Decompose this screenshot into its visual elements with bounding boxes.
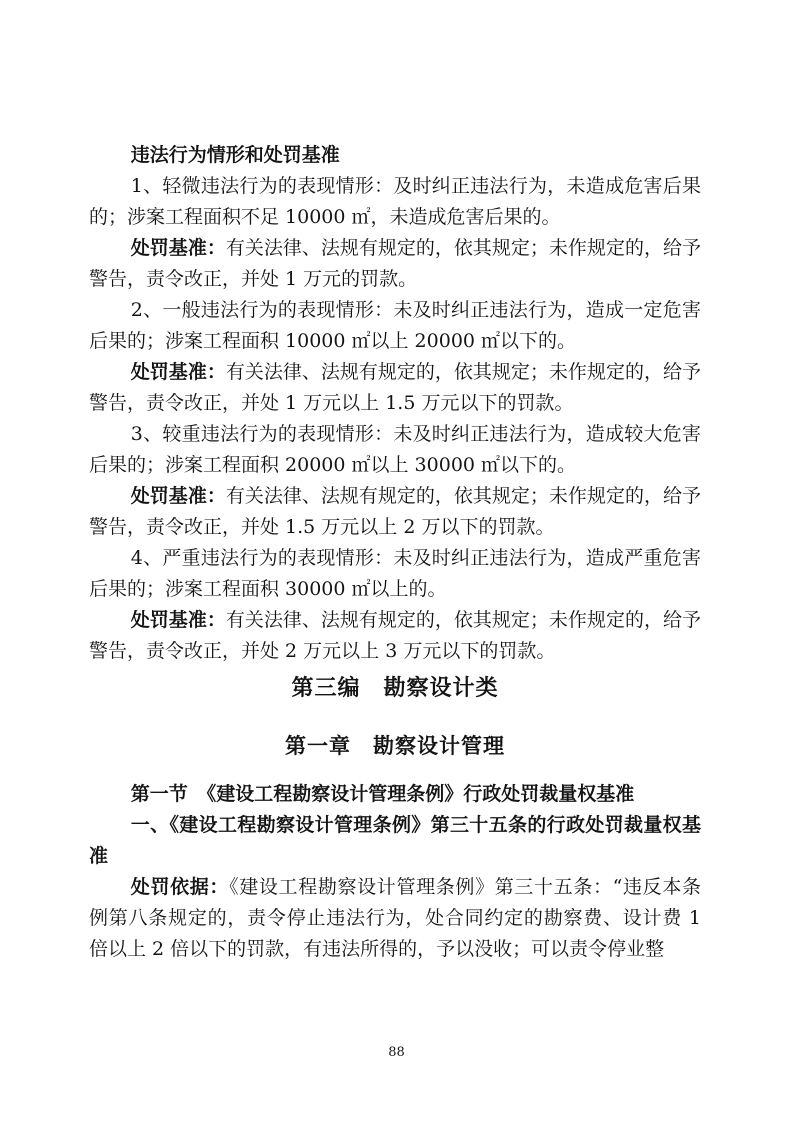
violation-block xyxy=(89,171,701,295)
violation-situation: 4、严重违法行为的表现情形：未及时纠正违法行为，造成严重危害后果的；涉案工程面积 30000 ㎡以上的。 xyxy=(89,547,701,600)
chapter-heading: 第一章 勘察设计管理 xyxy=(285,734,505,758)
penalty-text: 有关法律、法规有规定的，依其规定；未作规定的，给予警告，责令改正，并处 1 万元以上 1.5 万元以下的罚款。 xyxy=(89,361,701,414)
basis-label: 处罚依据： xyxy=(130,876,230,898)
violation-situation: 2、一般违法行为的表现情形：未及时纠正违法行为，造成一定危害后果的；涉案工程面积 10000 ㎡以上 20000 ㎡以下的。 xyxy=(89,299,701,352)
penalty-label: 处罚基准： xyxy=(130,361,226,383)
violation-block xyxy=(89,543,701,667)
penalty-label: 处罚基准： xyxy=(130,485,226,507)
violation-block xyxy=(89,419,701,543)
basis-paragraph xyxy=(89,872,701,965)
violation-penalty xyxy=(89,605,701,667)
violation-penalty xyxy=(89,481,701,543)
violation-situation: 3、较重违法行为的表现情形：未及时纠正违法行为，造成较大危害后果的；涉案工程面积 20000 ㎡以上 30000 ㎡以下的。 xyxy=(89,423,701,476)
penalty-label: 处罚基准： xyxy=(130,237,226,259)
penalty-label: 处罚基准： xyxy=(130,609,226,631)
penalty-text: 有关法律、法规有规定的，依其规定；未作规定的，给予警告，责令改正，并处 1 万元的罚款。 xyxy=(89,237,701,290)
page-number: 88 xyxy=(388,1045,405,1060)
violation-situation: 1、轻微违法行为的表现情形：及时纠正违法行为，未造成危害后果的；涉案工程面积不足 10000 ㎡，未造成危害后果的。 xyxy=(89,175,701,228)
violation-block xyxy=(89,295,701,419)
part-heading: 第三编 勘察设计类 xyxy=(291,676,499,701)
penalty-text: 有关法律、法规有规定的，依其规定；未作规定的，给予警告，责令改正，并处 2 万元以上 3 万元以下的罚款。 xyxy=(89,609,701,662)
basis-text: 《建设工程勘察设计管理条例》第三十五条：“违反本条例第八条规定的，责令停止违法行为，处合同约定的勘察费、设计费 1 倍以上 2 倍以下的罚款，有违法所得的，予以没收；可以责令停业整 xyxy=(89,876,701,960)
violation-penalty xyxy=(89,233,701,295)
item-heading: 一、《建设工程勘察设计管理条例》第三十五条的行政处罚裁量权基准 xyxy=(89,814,701,867)
intro-heading: 违法行为情形和处罚基准 xyxy=(130,144,340,166)
violation-penalty xyxy=(89,357,701,419)
penalty-text: 有关法律、法规有规定的，依其规定；未作规定的，给予警告，责令改正，并处 1.5 万元以上 2 万以下的罚款。 xyxy=(89,485,701,538)
section-heading: 第一节 《建设工程勘察设计管理条例》行政处罚裁量权基准 xyxy=(130,783,635,805)
